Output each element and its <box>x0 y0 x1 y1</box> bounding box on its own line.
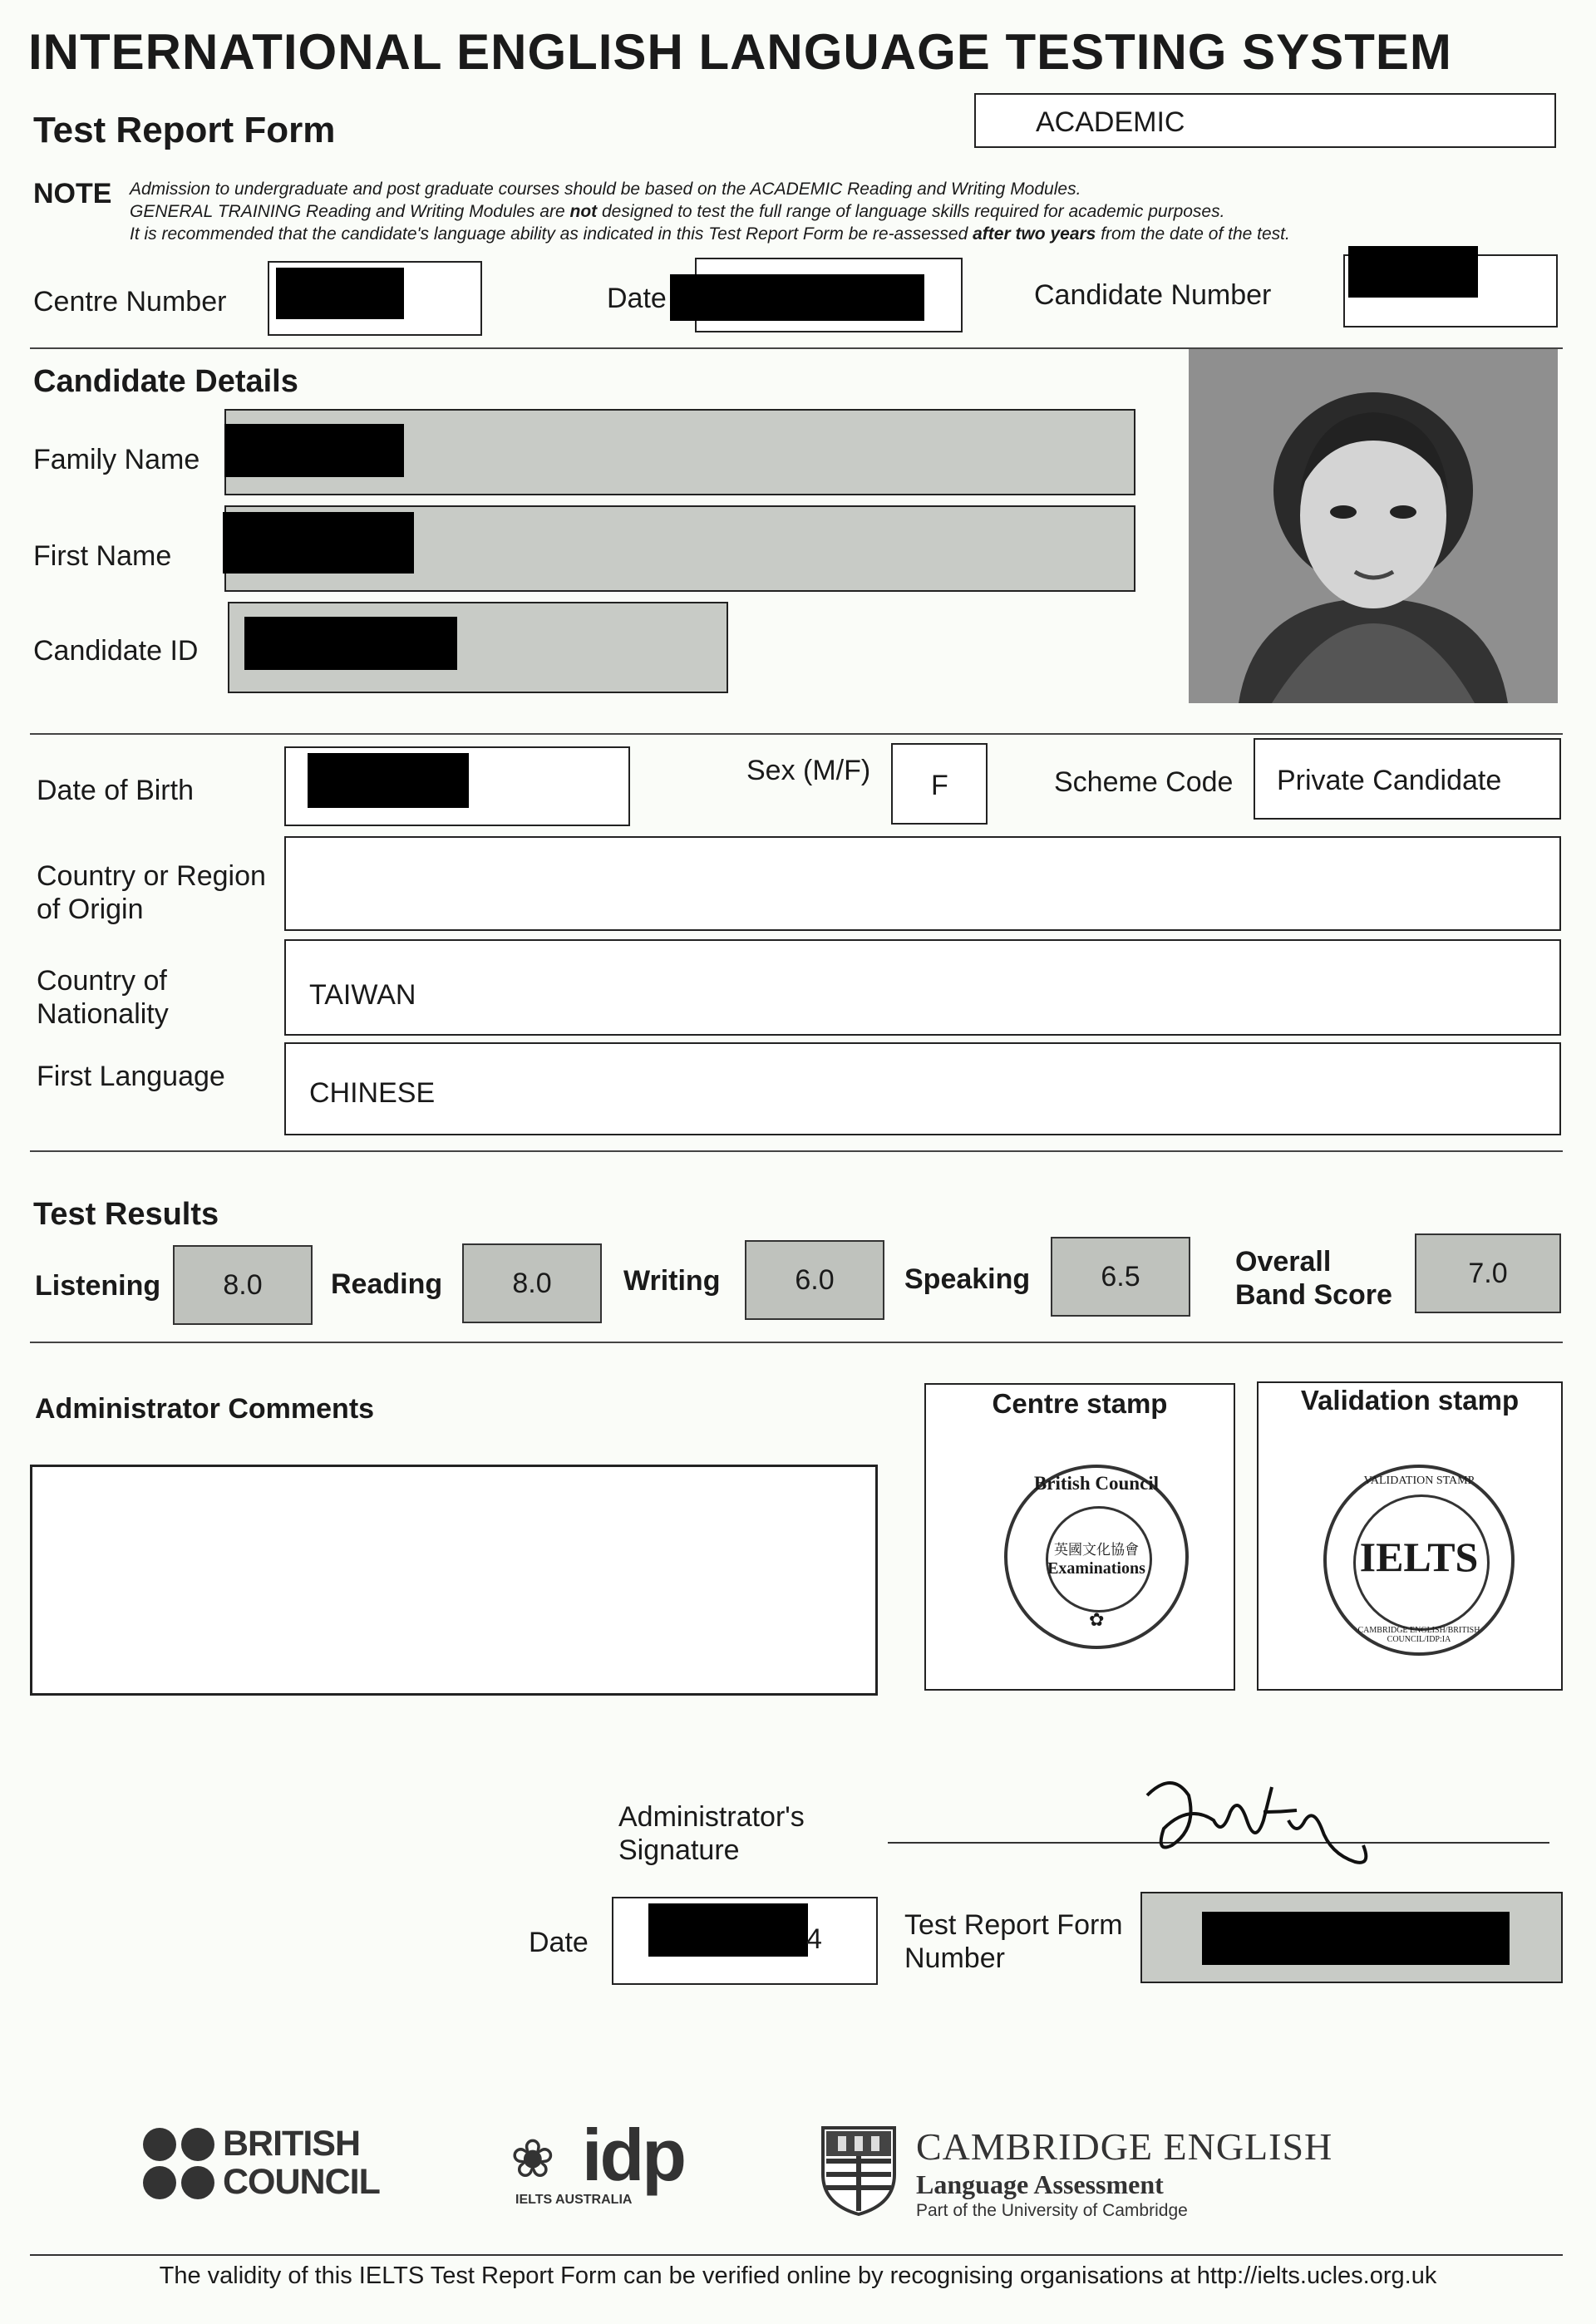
sex-value: F <box>931 770 948 801</box>
speaking-label: Speaking <box>904 1263 1031 1295</box>
first-name-redaction <box>223 512 414 574</box>
admin-comments-box <box>30 1465 878 1696</box>
signature-scribble <box>1139 1762 1388 1878</box>
validation-stamp-seal <box>1323 1465 1515 1656</box>
candidate-details-title: Candidate Details <box>33 364 298 399</box>
test-results-title: Test Results <box>33 1197 219 1232</box>
centre-number-redaction <box>276 268 404 319</box>
overall-score: 7.0 <box>1415 1233 1561 1313</box>
cambridge-shield-icon <box>820 2125 898 2216</box>
admin-comments-label: Administrator Comments <box>35 1393 375 1425</box>
british-council-dots-icon <box>143 2128 218 2203</box>
idp-logo <box>510 2116 710 2216</box>
module-value: ACADEMIC <box>1036 106 1185 138</box>
admin-date-partial: 4 <box>806 1923 822 1955</box>
first-name-label: First Name <box>33 540 172 572</box>
footer-divider <box>30 2254 1563 2256</box>
centre-stamp-examinations: Examinations <box>1047 1559 1145 1578</box>
listening-score: 8.0 <box>173 1245 313 1325</box>
note-label: NOTE <box>33 178 112 209</box>
first-language-value: CHINESE <box>309 1077 436 1109</box>
divider-4 <box>30 1342 1563 1343</box>
centre-stamp-seal <box>1004 1465 1189 1649</box>
form-title: Test Report Form <box>33 110 336 150</box>
family-name-redaction <box>224 424 404 477</box>
divider-2 <box>30 733 1563 735</box>
origin-label: Country or Region of Origin <box>37 860 266 925</box>
divider-3 <box>30 1150 1563 1152</box>
first-language-label: First Language <box>37 1061 225 1092</box>
centre-number-label: Centre Number <box>33 286 227 318</box>
british-council-text: BRITISH COUNCIL <box>223 2124 380 2202</box>
idp-wordmark: idp <box>582 2114 684 2196</box>
dob-label: Date of Birth <box>37 775 194 806</box>
note-line-3: It is recommended that the candidate's language ability as indicated in this Test Report Form be re-assessed after two years from the date of the test. <box>130 224 1290 244</box>
footer-text: The validity of this IELTS Test Report Form can be verified online by recognising organisations at http://ielts.ucles.org.uk <box>159 2262 1437 2289</box>
document-title: INTERNATIONAL ENGLISH LANGUAGE TESTING SYSTEM <box>28 24 1452 80</box>
nationality-field <box>284 939 1561 1036</box>
candidate-id-label: Candidate ID <box>33 635 199 667</box>
centre-stamp-label: Centre stamp <box>992 1388 1168 1419</box>
nationality-label: Country of Nationality <box>37 965 169 1030</box>
trf-number-redaction <box>1202 1912 1510 1965</box>
signature-label: Administrator's Signature <box>618 1801 805 1866</box>
nationality-value: TAIWAN <box>309 979 416 1011</box>
centre-stamp-chinese: 英國文化協會 <box>1054 1542 1139 1558</box>
writing-score: 6.0 <box>745 1240 884 1320</box>
origin-field <box>284 836 1561 931</box>
idp-leaf-icon: ❀ <box>510 2129 555 2189</box>
admin-date-redaction <box>648 1903 808 1957</box>
note-line-2: GENERAL TRAINING Reading and Writing Modules are not designed to test the full range of language skills required for academic purposes. <box>130 202 1225 221</box>
cambridge-logo <box>820 2125 1418 2221</box>
candidate-number-redaction <box>1348 246 1478 298</box>
note-text <box>130 178 1559 245</box>
reading-score: 8.0 <box>462 1243 602 1323</box>
speaking-score: 6.5 <box>1051 1237 1190 1317</box>
candidate-photo-image <box>1189 349 1558 703</box>
date-redaction <box>670 274 924 321</box>
admin-date-label: Date <box>529 1927 589 1958</box>
scheme-code-label: Scheme Code <box>1054 766 1234 798</box>
validation-stamp-main: IELTS <box>1359 1534 1479 1580</box>
cambridge-title: CAMBRIDGE ENGLISH <box>916 2125 1333 2168</box>
note-line-1: Admission to undergraduate and post graduate courses should be based on the ACADEMIC Reading and Writing Modules. <box>130 180 1081 199</box>
candidate-id-redaction <box>244 617 457 670</box>
validation-stamp-top-text: VALIDATION STAMP <box>1363 1475 1475 1487</box>
trf-number-label: Test Report Form Number <box>904 1909 1123 1974</box>
validation-stamp-label: Validation stamp <box>1300 1385 1520 1416</box>
idp-subtitle: IELTS AUSTRALIA <box>515 2193 633 2207</box>
listening-label: Listening <box>35 1270 161 1302</box>
candidate-photo <box>1189 349 1558 703</box>
family-name-label: Family Name <box>33 444 200 475</box>
cambridge-part-of: Part of the University of Cambridge <box>916 2201 1188 2220</box>
dob-redaction <box>308 753 469 808</box>
writing-label: Writing <box>623 1265 721 1297</box>
centre-stamp-flower-icon: ✿ <box>1089 1609 1105 1630</box>
centre-stamp-name: British Council <box>1033 1473 1160 1494</box>
sex-label: Sex (M/F) <box>746 755 871 786</box>
first-language-field <box>284 1042 1561 1135</box>
candidate-number-label: Candidate Number <box>1034 279 1272 311</box>
validation-stamp-ring-text: CAMBRIDGE ENGLISH/BRITISH COUNCIL/IDP:IA <box>1357 1626 1480 1644</box>
scheme-code-value: Private Candidate <box>1277 765 1502 796</box>
date-label: Date <box>607 283 667 314</box>
cambridge-subtitle: Language Assessment <box>916 2169 1164 2199</box>
reading-label: Reading <box>331 1268 443 1300</box>
overall-label: Overall Band Score <box>1235 1246 1392 1311</box>
british-council-logo <box>143 2125 409 2208</box>
